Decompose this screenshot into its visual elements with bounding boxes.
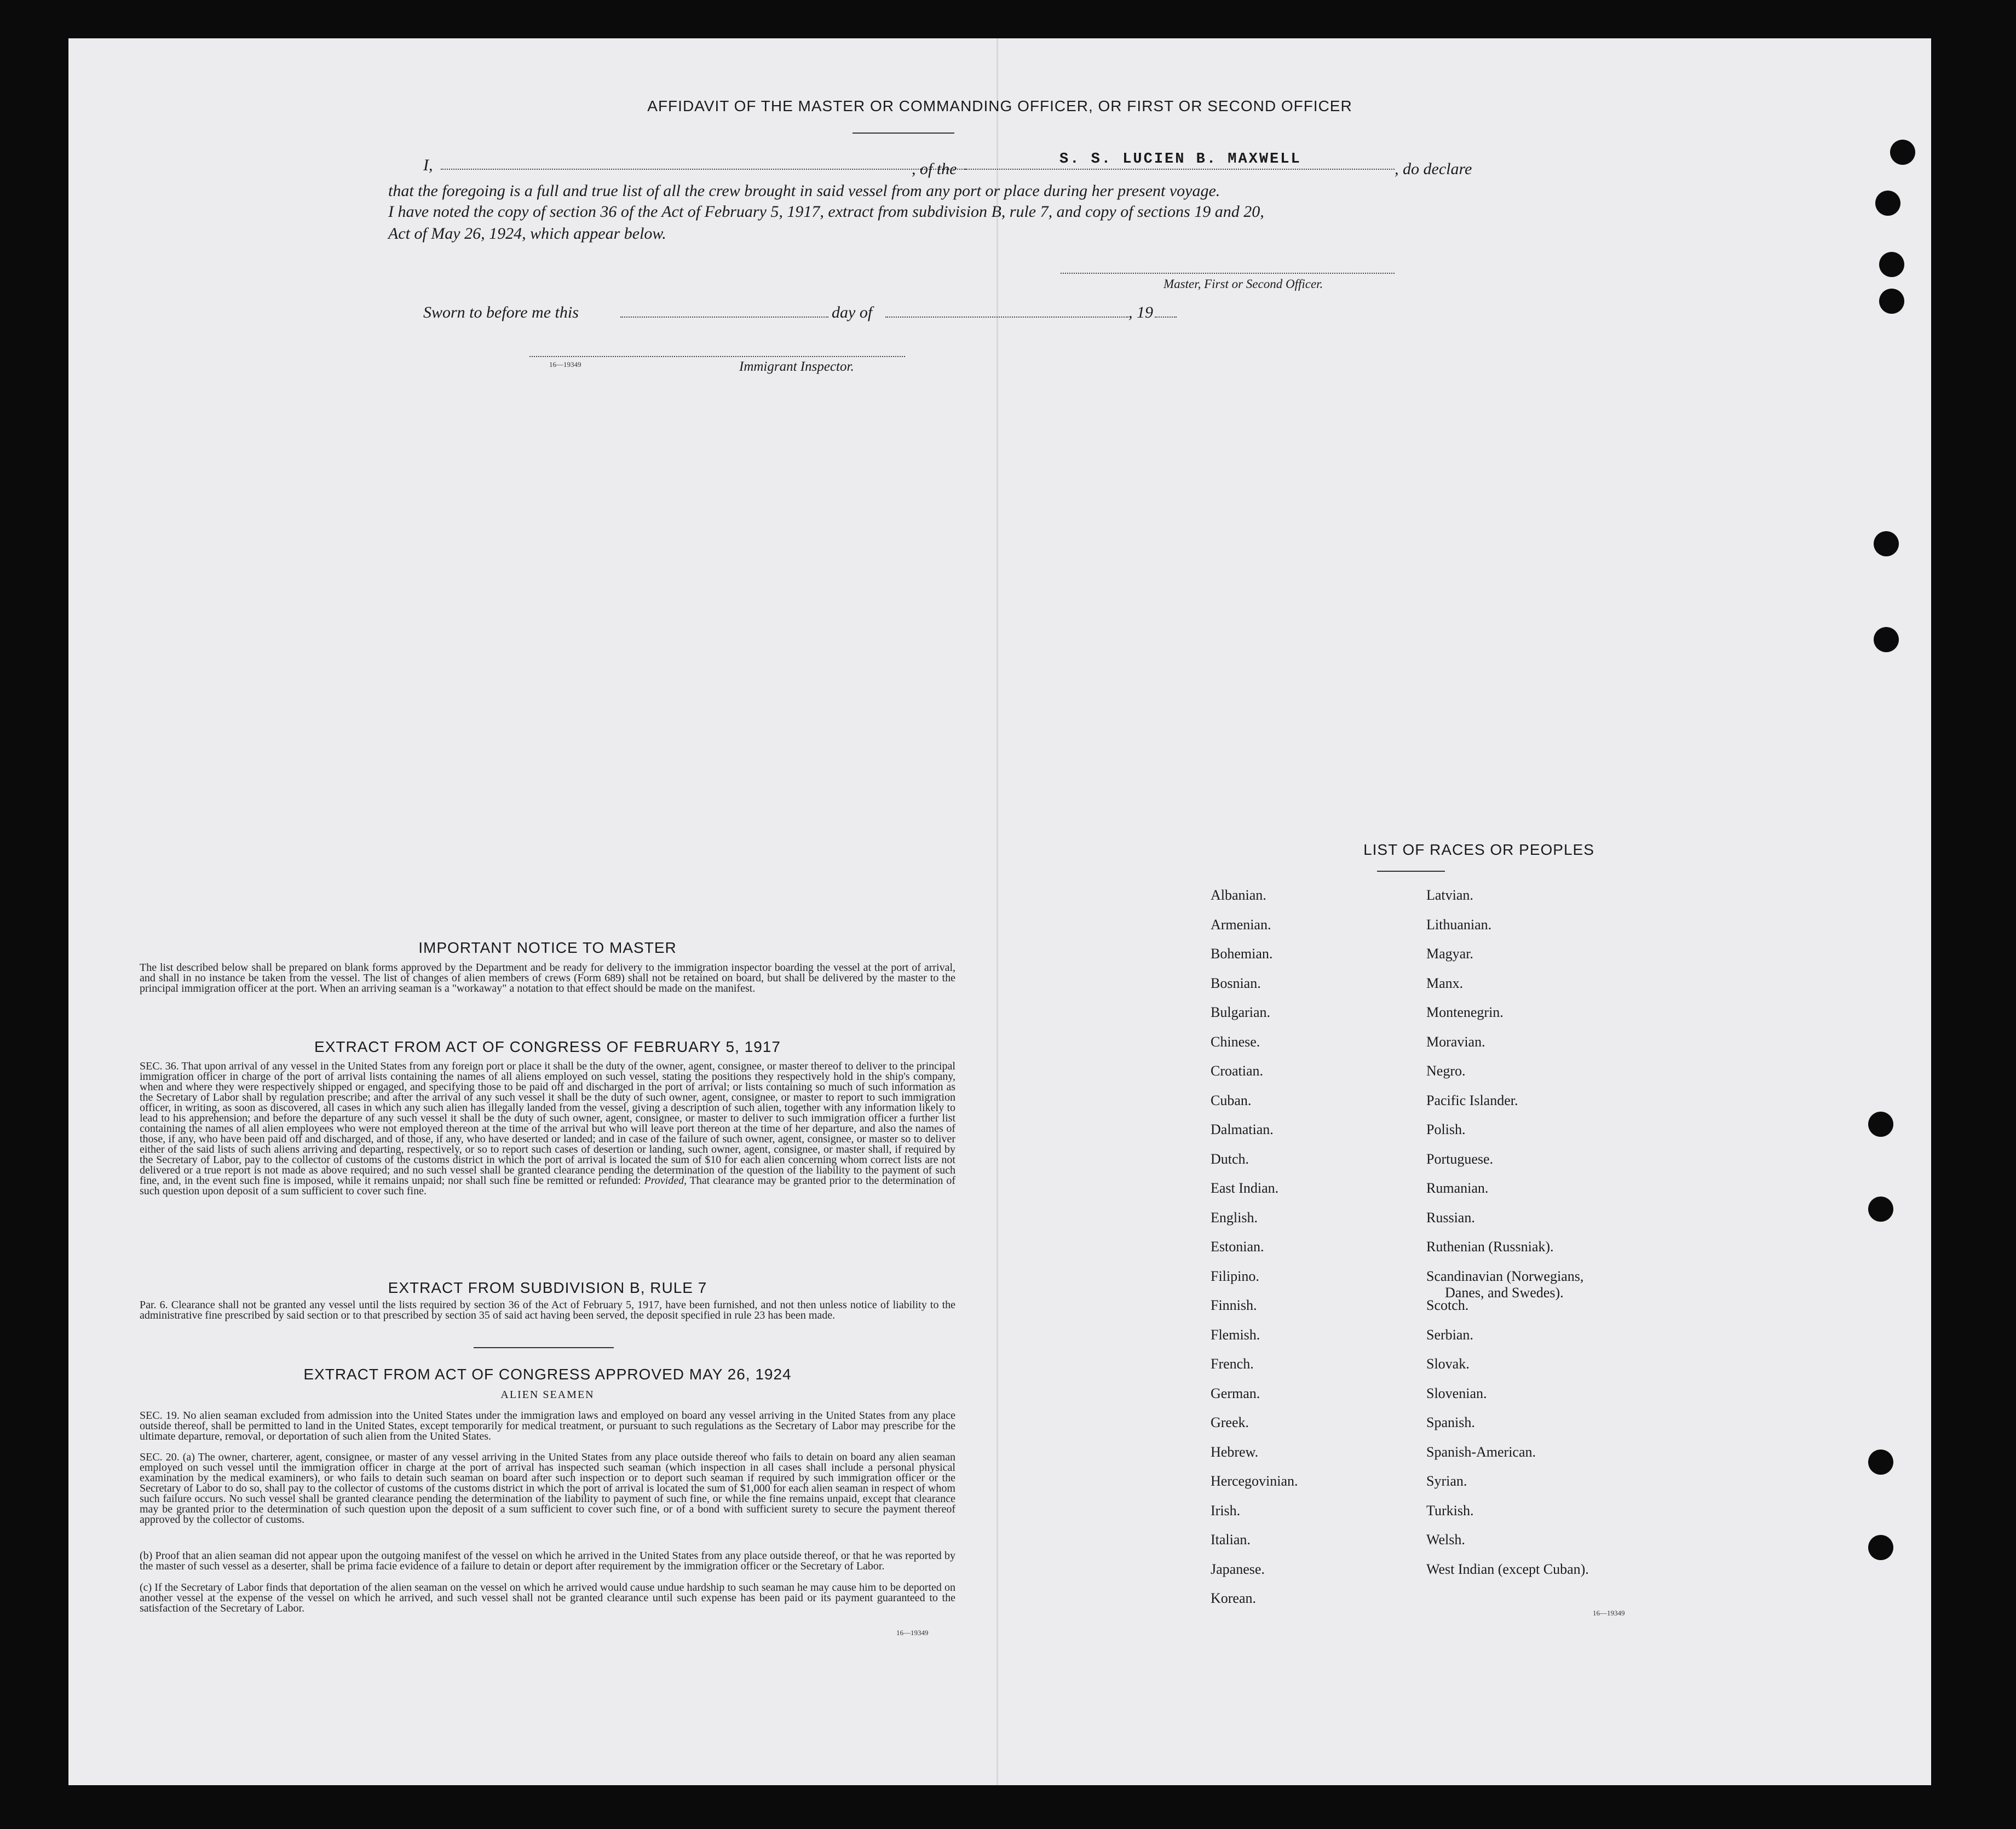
race-item: Moravian. xyxy=(1426,1033,1485,1050)
sec36-text: SEC. 36. That upon arrival of any vessel in the United States from any foreign port or place it shall be the duty of the owner, agent, consignee, or master thereof to deliver to the principal immigration officer in charge of the port of arrival lists containing the names of all aliens employed on such vessel, stating the positions they respectively hold in the ship's company, when and where they were respectively shipped or engaged, and specifying those to be paid off and discharged in the port of arrival; or lists containing so much of such information as the Secretary of Labor shall by regulation prescribe; and after the arrival of any such vessel it shall be the duty of such owner, agent, consignee, or master to report to such immigration officer, in writing, as soon as discovered, all cases in which any such alien has illegally landed from the vessel, giving a description of such alien, together with any information likely to lead to his apprehension; and before the departure of any such vessel it shall be the duty of such owner, agent, consignee, or master to deliver to such immigration officer a further list containing the names of all alien employees who were not employed thereon at the time of the arrival but who will leave port thereon at the time of her departure, and also the names of those, if any, who have been paid off and discharged, and of those, if any, who have deserted or landed; and in case of the failure of such owner, agent, consignee, or master so to deliver either of the said lists of such aliens arriving and departing, respectively, or so to report such cases of desertion or landing, such owner, agent, consignee, or master shall, if required by the Secretary of Labor, pay to the collector of customs of the customs district in which the port of arrival is located the sum of $10 for each alien concerning whom correct lists are not delivered or a true report is not made as above required; and no such vessel shall be granted clearance pending the determination of the question of the liability to the payment of such fine, and, in the event such fine is imposed, while it remains unpaid; nor shall such fine be remitted or refunded: xyxy=(140,1060,955,1187)
race-item: Russian. xyxy=(1426,1209,1475,1226)
affidavit-line2: that the foregoing is a full and true list of all the crew brought in said vessel from any port or place during her present voyage. xyxy=(388,182,1220,200)
race-item: Syrian. xyxy=(1426,1473,1467,1489)
race-item: Dalmatian. xyxy=(1211,1121,1274,1137)
race-item: Armenian. xyxy=(1211,916,1271,933)
form-page xyxy=(68,38,1931,1785)
notice-title: IMPORTANT NOTICE TO MASTER xyxy=(418,939,677,956)
inspector-caption: Immigrant Inspector. xyxy=(739,359,854,374)
punch-hole xyxy=(1874,531,1899,556)
proviso-text: That clearance may be granted prior to the determination of such question upon deposit of a sum sufficient to cover such fine. xyxy=(140,1175,956,1197)
race-item: Dutch. xyxy=(1211,1151,1249,1167)
race-item: Ruthenian (Russniak). xyxy=(1426,1239,1554,1255)
race-item: Filipino. xyxy=(1211,1268,1259,1284)
sec19-text: SEC. 19. No alien seaman excluded from admission into the United States under the immigration laws and employed on board any vessel arriving in the United States from any place outside thereof, shall be permitted to land in the United States, except temporarily for medical treatment, or pursuant to such regulations as the Secretary of Labor may prescribe for the ultimate departure, removal, or deportation of such alien from the United States. xyxy=(140,1410,955,1442)
race-item: Chinese. xyxy=(1211,1033,1260,1050)
rule7-title: EXTRACT FROM SUBDIVISION B, RULE 7 xyxy=(388,1279,707,1296)
race-item: Bohemian. xyxy=(1211,946,1273,962)
race-item: Spanish. xyxy=(1426,1414,1475,1430)
form-number: 16—19349 xyxy=(549,360,581,369)
sworn-label: Sworn to before me this xyxy=(423,303,579,321)
race-item: Slovenian. xyxy=(1426,1385,1487,1401)
race-item: Albanian. xyxy=(1211,887,1266,903)
race-item: English. xyxy=(1211,1209,1258,1226)
race-item: Bulgarian. xyxy=(1211,1004,1271,1020)
rule7-text: Par. 6. Clearance shall not be granted any vessel until the lists required by section 36 of the Act of February 5, 1917, have been furnished, and not then unless notice of liability to the administrative fine prescribed by said section or to that prescribed by section 35 of said act having been served, the deposit specified in rule 23 has been made. xyxy=(140,1299,955,1321)
signature-blank xyxy=(1061,273,1395,274)
page-fold xyxy=(997,38,998,1785)
extract-1924-title: EXTRACT FROM ACT OF CONGRESS APPROVED MAY 26, 1924 xyxy=(303,1366,792,1383)
race-item: Rumanian. xyxy=(1426,1180,1489,1196)
races-title: LIST OF RACES OR PEOPLES xyxy=(1363,841,1594,858)
affidavit-title: AFFIDAVIT OF THE MASTER OR COMMANDING OFFICER, OR FIRST OR SECOND OFFICER xyxy=(647,97,1352,114)
race-item: Welsh. xyxy=(1426,1532,1465,1548)
race-item: Flemish. xyxy=(1211,1326,1260,1343)
race-item: Turkish. xyxy=(1426,1502,1474,1519)
race-item: Negro. xyxy=(1426,1063,1466,1079)
alien-seamen-subtitle: ALIEN SEAMEN xyxy=(500,1389,595,1401)
race-item: Latvian. xyxy=(1426,887,1473,903)
punch-hole xyxy=(1868,1112,1893,1137)
punch-hole xyxy=(1868,1450,1893,1475)
day-of-label: day of xyxy=(832,303,873,321)
section-rule xyxy=(474,1347,614,1348)
punch-hole xyxy=(1868,1535,1893,1560)
race-item: French. xyxy=(1211,1356,1254,1372)
race-item: Bosnian. xyxy=(1211,975,1261,991)
affidavit-i: I, xyxy=(423,156,433,174)
race-item: Serbian. xyxy=(1426,1326,1473,1343)
race-item: Danes, and Swedes). xyxy=(1445,1284,1564,1301)
race-item: Italian. xyxy=(1211,1532,1251,1548)
proviso-italic: Provided, xyxy=(644,1175,687,1187)
race-item: Scotch. xyxy=(1426,1297,1469,1313)
race-item: Hebrew. xyxy=(1211,1443,1259,1460)
race-item: Cuban. xyxy=(1211,1092,1252,1108)
do-declare-label: , do declare xyxy=(1395,160,1472,178)
affidavit-line3: I have noted the copy of section 36 of the Act of February 5, 1917, extract from subdivision B, rule 7, and copy of sections 19 and 20, xyxy=(388,203,1264,221)
sworn-month-blank xyxy=(885,317,1128,318)
affidavit-line4: Act of May 26, 1924, which appear below. xyxy=(388,225,666,243)
race-item: Magyar. xyxy=(1426,946,1473,962)
year-prefix: , 19 xyxy=(1128,303,1153,321)
extract-1917-title: EXTRACT FROM ACT OF CONGRESS OF FEBRUARY 5, 1917 xyxy=(314,1038,781,1055)
sworn-day-blank xyxy=(620,317,828,318)
extract-1917-text xyxy=(140,1061,955,1197)
title-rule xyxy=(853,133,954,134)
of-the-label: , of the xyxy=(912,160,957,178)
race-item: Irish. xyxy=(1211,1502,1241,1519)
punch-hole xyxy=(1875,191,1900,216)
race-item: Hercegovinian. xyxy=(1211,1473,1298,1489)
sec20c-text: (c) If the Secretary of Labor finds that deportation of the alien seaman on the vessel on which he arrived would cause undue hardship to such seaman he may cause him to be deported on another vessel at the expense of the vessel on which he arrived, and such vessel shall not be granted clearance until such expense has been paid or its payment guaranteed to the satisfaction of the Secretary of Labor. xyxy=(140,1581,955,1614)
form-number: 16—19349 xyxy=(896,1629,929,1637)
sworn-year-blank xyxy=(1155,317,1177,318)
punch-hole xyxy=(1879,252,1904,277)
race-item: Manx. xyxy=(1426,975,1464,991)
vessel-blank xyxy=(964,169,1395,170)
race-item: Finnish. xyxy=(1211,1297,1257,1313)
punch-hole xyxy=(1890,140,1915,165)
race-item: Korean. xyxy=(1211,1590,1257,1606)
notice-text: The list described below shall be prepared on blank forms approved by the Department and be ready for delivery to the immigration inspector boarding the vessel at the port of arrival, and shall in no instance be taken from the vessel. The list of changes of alien members of crews (Form 689) shall not be retained on board, but shall be delivered by the master to the principal immigration officer at the port. When an arriving seaman is a "workaway" a notation to that effect should be made on the manifest. xyxy=(140,962,955,994)
race-item: Slovak. xyxy=(1426,1356,1470,1372)
race-item: Greek. xyxy=(1211,1414,1249,1430)
race-item: Scandinavian (Norwegians, xyxy=(1426,1268,1584,1284)
punch-hole xyxy=(1879,289,1904,314)
vessel-name: S. S. LUCIEN B. MAXWELL xyxy=(1059,151,1301,168)
race-item: Polish. xyxy=(1426,1121,1466,1137)
race-item: Japanese. xyxy=(1211,1561,1265,1577)
form-number: 16—19349 xyxy=(1593,1609,1625,1617)
race-item: Montenegrin. xyxy=(1426,1004,1504,1020)
punch-hole xyxy=(1868,1197,1893,1222)
race-item: Lithuanian. xyxy=(1426,916,1492,933)
race-item: West Indian (except Cuban). xyxy=(1426,1561,1589,1577)
races-title-rule xyxy=(1377,871,1445,872)
race-item: Spanish-American. xyxy=(1426,1443,1536,1460)
punch-hole xyxy=(1874,627,1899,652)
signature-caption: Master, First or Second Officer. xyxy=(1163,277,1323,291)
inspector-blank xyxy=(529,356,905,357)
race-item: Portuguese. xyxy=(1426,1151,1494,1167)
race-item: East Indian. xyxy=(1211,1180,1279,1196)
race-item: Croatian. xyxy=(1211,1063,1264,1079)
race-item: Pacific Islander. xyxy=(1426,1092,1518,1108)
race-item: German. xyxy=(1211,1385,1260,1401)
sec20a-text: SEC. 20. (a) The owner, charterer, agent, consignee, or master of any vessel arriving in the United States from any place outside thereof who fails to detain on board any alien seaman employed on such vessel until the immigration officer in charge at the port of arrival has inspected such seaman (which inspection in all cases shall include a personal physical examination by the medical examiners), or who fails to detain such seaman on board after such inspection or to deport such seaman if required by such immigration officer or the Secretary of Labor to do so, shall pay to the collector of customs of the customs district in which the port of arrival is located the sum of $1,000 for each alien seaman in respect of whom such failure occurs. No such vessel shall be granted clearance pending the determination of the liability to payment of such fine, or while the fine remains unpaid, except that clearance may be granted prior to the determination of such question upon the deposit of a sum sufficient to cover such fine, or of a bond with sufficient surety to secure the payment thereof approved by the collector of customs. xyxy=(140,1451,955,1526)
sec20b-text: (b) Proof that an alien seaman did not appear upon the outgoing manifest of the vessel on which he arrived in the United States from any place outside thereof, or that he was reported by the master of such vessel as a deserter, shall be prima facie evidence of a failure to detain or deport after requirement by the immigration officer or the Secretary of Labor. xyxy=(140,1550,955,1572)
name-blank xyxy=(441,169,966,170)
race-item: Estonian. xyxy=(1211,1239,1264,1255)
